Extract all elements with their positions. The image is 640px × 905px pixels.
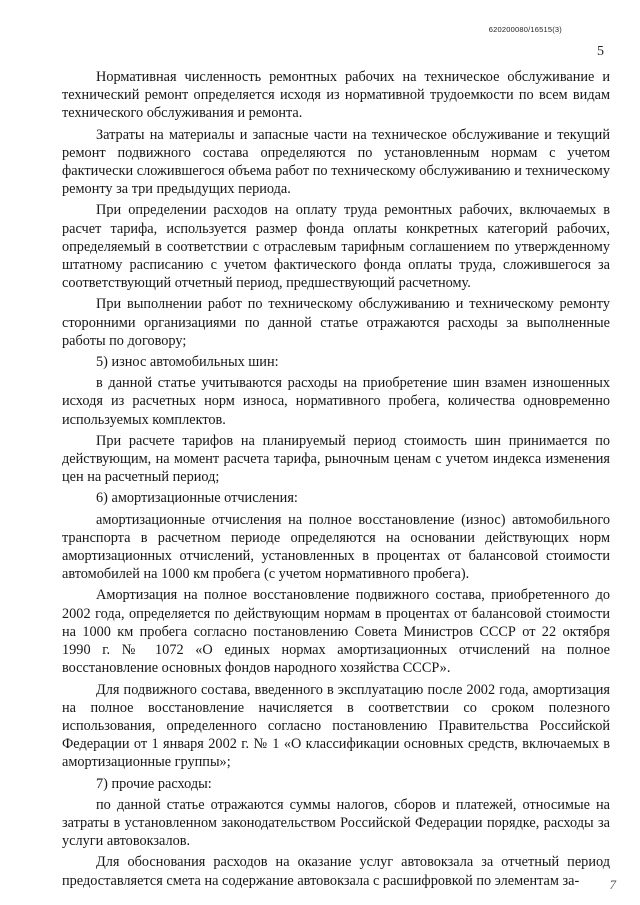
page-number: 5: [597, 44, 604, 59]
paragraph: Для подвижного состава, введенного в эксплуатацию после 2002 года, амортизация на полное восстановление начисляется в соответствии со сроком полезного использования, определенного согласно постановлению Правительства Российской Федерации от 1 января 2002 г. № 1 «О классификации основных средств, включаемых в амортизационные группы»;: [62, 681, 610, 771]
paragraph: Нормативная численность ремонтных рабочих на техническое обслуживание и технический ремонт определяется исходя из нормативной трудоемкости по всем видам технического обслуживания и ремонта.: [62, 69, 610, 122]
section-heading: 6) амортизационные отчисления:: [96, 490, 298, 507]
paragraph: Амортизация на полное восстановление подвижного состава, приобретенного до 2002 года, определяется по действующим нормам в процентах от балансовой стоимости на 1000 км пробега согласно постановлению Совета Министров СССР от 22 октября 1990 г. № 1072 «О единых нормах амортизационных отчислений на полное восстановление основных фондов народного хозяйства СССР».: [62, 587, 610, 677]
section-heading: 5) износ автомобильных шин:: [96, 354, 279, 371]
paragraph: При выполнении работ по техническому обслуживанию и техническому ремонту сторонними организациями по данной статье отражаются расходы за выполненные работы по договору;: [62, 296, 610, 349]
document-id: 620200080/16515(3): [488, 25, 562, 34]
paragraph: в данной статье учитываются расходы на приобретение шин взамен изношенных исходя из расчетных норм износа, нормативного пробега, количества одновременно используемых комплектов.: [62, 375, 610, 428]
paragraph: Для обоснования расходов на оказание услуг автовокзала за отчетный период предоставляется смета на содержание автовокзала с расшифровкой по элементам за-: [62, 854, 610, 889]
paragraph: по данной статье отражаются суммы налогов, сборов и платежей, относимые на затраты в установленном законодательством Российской Федерации порядке, расходы за услуги автовокзалов.: [62, 796, 610, 850]
section-heading: 7) прочие расходы:: [96, 775, 212, 792]
paragraph: амортизационные отчисления на полное восстановление (износ) автомобильного транспорта в расчетном периоде определяются на основании действующих норм амортизационных отчислений, установленных в процентах от балансовой стоимости автомобилей на 1000 км пробега (с учетом нормативного пробега).: [62, 511, 610, 583]
paragraph: При определении расходов на оплату труда ремонтных рабочих, включаемых в расчет тарифа, используется размер фонда оплаты конкретных категорий рабочих, определяемый в соответствии с отраслевым тарифным соглашением по утвержденному штатному расписанию с учетом фактического фонда оплаты труда, сложившегося за соответствующий отчетный период, предшествующий расчетному.: [62, 202, 610, 292]
paragraph: При расчете тарифов на планируемый период стоимость шин принимается по действующим, на момент расчета тарифа, рыночным ценам с учетом индекса изменения цен на расчетный период;: [62, 432, 610, 486]
body-text: [62, 68, 610, 890]
handwritten-mark: 7: [609, 877, 616, 892]
paragraph: Затраты на материалы и запасные части на техническое обслуживание и текущий ремонт подвижного состава определяются по установленным нормам с учетом фактически сложившегося объема работ по техническому обслуживанию и техническому ремонту за три предыдущих периода.: [62, 126, 610, 198]
